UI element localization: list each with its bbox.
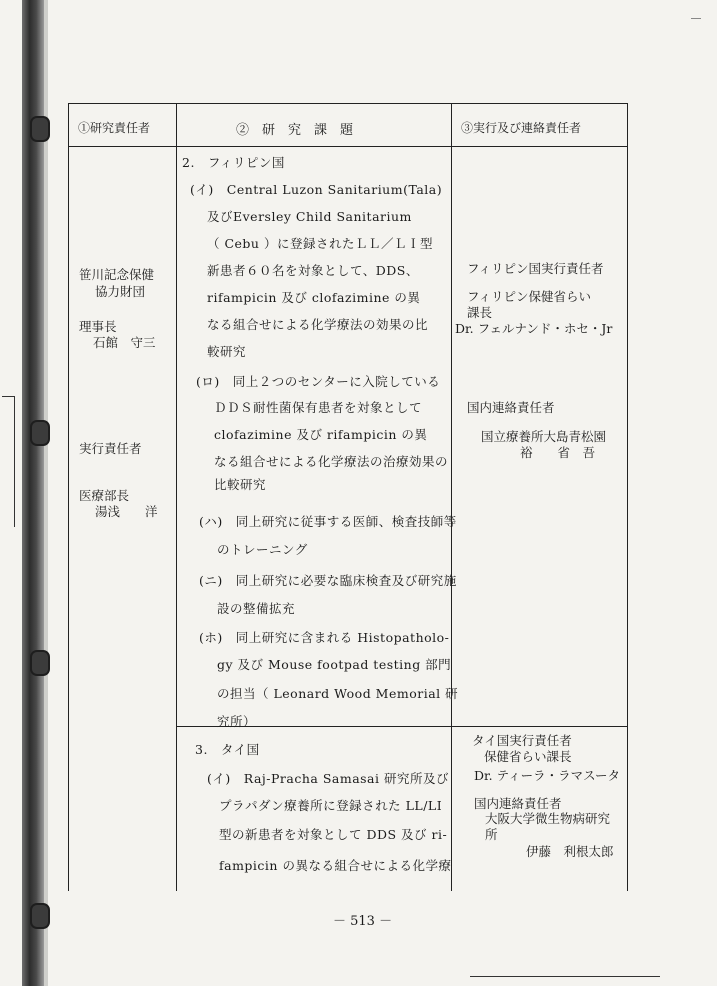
- ph-line: (ホ) 同上研究に含まれる Histopatholo-: [199, 630, 450, 645]
- ph-exec-label: フィリピン国実行責任者: [467, 261, 604, 276]
- ph-line: ＤＤＳ耐性菌保有患者を対象として: [214, 400, 423, 415]
- ph-ministry-line1: フィリピン保健省らい: [467, 289, 592, 304]
- binding-ring-2: [30, 420, 50, 446]
- ph-line: 究所）: [217, 714, 257, 729]
- column-divider-2: [451, 104, 452, 891]
- ph-line: (ハ) 同上研究に従事する医師、検査技師等: [199, 514, 457, 529]
- ph-line: （ Cebu ）に登録されたＬＬ／ＬＩ型: [207, 236, 433, 251]
- ph-line: なる組合せによる化学療法の効果の比: [207, 317, 429, 332]
- th-line: (イ) Raj-Pracha Samasai 研究所及び: [207, 771, 449, 786]
- ph-line: (イ) Central Luzon Sanitarium(Tala): [190, 182, 443, 197]
- header-executive-contact: ③実行及び連絡責任者: [461, 121, 582, 135]
- column-divider-1: [176, 104, 177, 891]
- ph-line: (ニ) 同上研究に必要な臨床検査及び研究施: [199, 573, 457, 588]
- ph-ministry-line2: 課長: [467, 305, 493, 320]
- ph-institution: 国立療養所大島青松園: [481, 429, 607, 444]
- chair-name: 石館 守三: [93, 335, 156, 350]
- binding-edge: [44, 0, 48, 986]
- binding-ring-3: [30, 650, 50, 676]
- dept-name: 湯浅 洋: [95, 504, 158, 519]
- ph-line: 比較研究: [214, 477, 267, 492]
- ph-contact-label: 国内連絡責任者: [467, 400, 555, 415]
- th-institution-line2: 所: [485, 827, 498, 842]
- th-ministry: 保健省らい課長: [484, 749, 572, 764]
- th-person: Dr. ティーラ・ラマスータ: [474, 768, 620, 783]
- chair-title: 理事長: [79, 319, 117, 334]
- dept-title: 医療部長: [79, 488, 130, 503]
- header-principal-investigator: ①研究責任者: [78, 121, 151, 135]
- th-line: 型の新患者を対象として DDS 及び ri-: [219, 827, 448, 842]
- ph-line: 設の整備拡充: [217, 601, 296, 616]
- ph-person: Dr. フェルナンド・ホセ・Jr: [455, 321, 613, 336]
- previous-page-edge: [2, 396, 15, 527]
- th-line: プラパダン療養所に登録された LL/LI: [219, 798, 443, 813]
- th-line: fampicin の異なる組合せによる化学療: [219, 858, 452, 873]
- ph-line: (ロ) 同上２つのセンターに入院している: [196, 374, 441, 389]
- ph-contact-name: 裕 省 吾: [520, 445, 596, 460]
- bottom-rule: [470, 976, 660, 977]
- corner-mark: [691, 18, 701, 19]
- org-name-line2: 協力財団: [95, 284, 146, 299]
- ph-line: 新患者６０名を対象として、DDS、: [207, 263, 419, 278]
- th-contact-name: 伊藤 利根太郎: [526, 844, 614, 859]
- ph-line: rifampicin 及び clofazimine の異: [207, 290, 421, 305]
- binding-strip: [22, 0, 44, 986]
- th-exec-label: タイ国実行責任者: [472, 733, 572, 748]
- philippines-heading: 2. フィリピン国: [182, 155, 285, 170]
- org-name-line1: 笹川記念保健: [79, 267, 155, 282]
- header-divider: [69, 146, 627, 147]
- ph-line: clofazimine 及び rifampicin の異: [214, 427, 428, 442]
- exec-label: 実行責任者: [79, 441, 142, 456]
- ph-line: 較研究: [207, 344, 247, 359]
- page-number: － 513 －: [333, 914, 393, 929]
- binding-ring-4: [30, 903, 50, 929]
- header-research-subject: ② 研 究 課 題: [236, 123, 354, 138]
- research-table: [68, 103, 628, 891]
- ph-line: のトレーニング: [217, 542, 308, 557]
- ph-line: なる組合せによる化学療法の治療効果の: [214, 454, 449, 469]
- ph-line: gy 及び Mouse footpad testing 部門: [217, 657, 452, 672]
- thailand-heading: 3. タイ国: [195, 742, 260, 757]
- ph-line: の担当（ Leonard Wood Memorial 研: [217, 686, 459, 701]
- th-institution-line1: 大阪大学微生物病研究: [485, 811, 611, 826]
- ph-line: 及びEversley Child Sanitarium: [207, 209, 412, 224]
- th-contact-label: 国内連絡責任者: [474, 796, 562, 811]
- binding-ring-1: [30, 116, 50, 142]
